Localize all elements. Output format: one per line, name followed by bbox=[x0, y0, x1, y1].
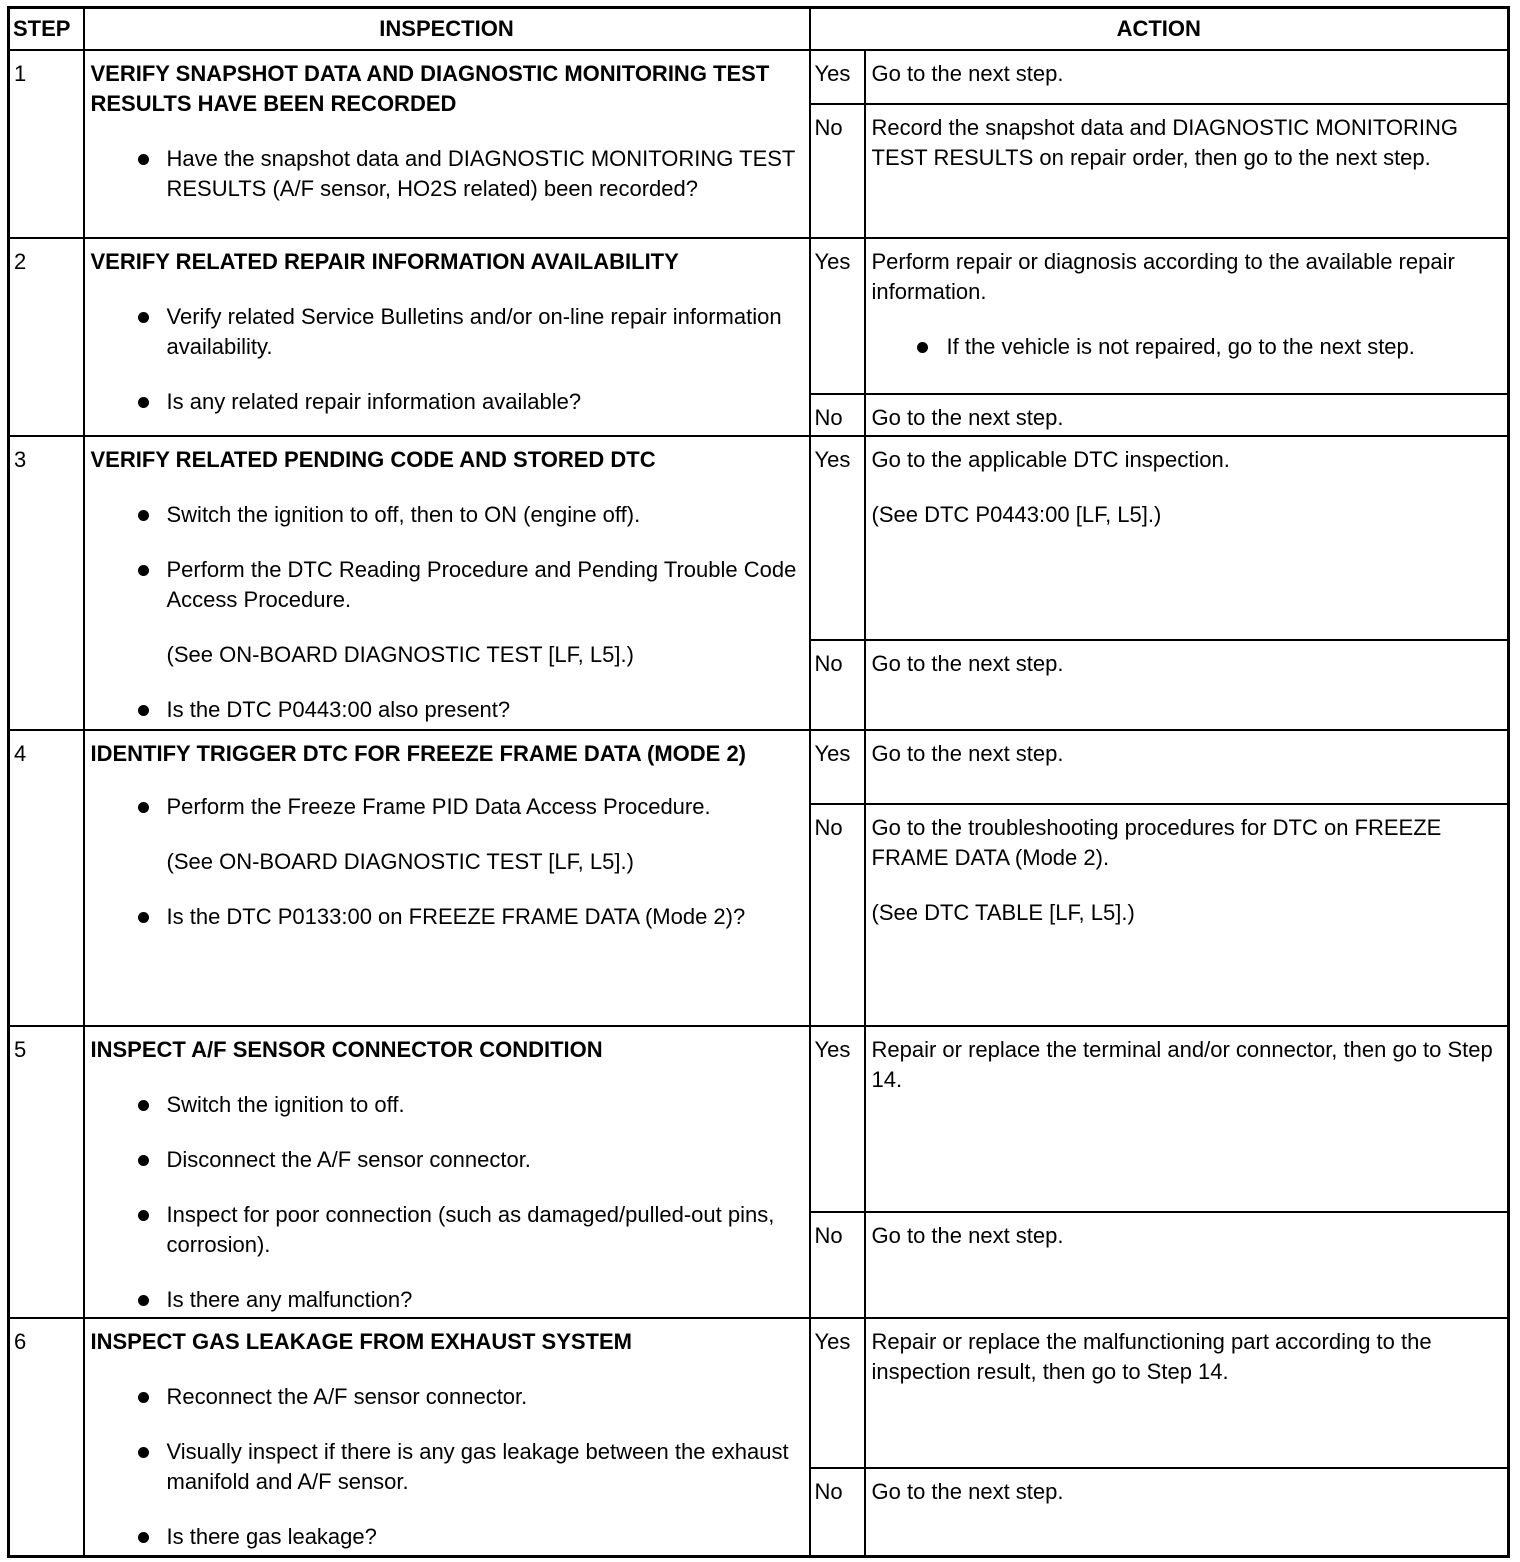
yes-label: Yes bbox=[810, 1318, 865, 1468]
no-action: Go to the next step. bbox=[865, 640, 1509, 730]
no-label: No bbox=[810, 640, 865, 730]
yes-label: Yes bbox=[810, 730, 865, 804]
step-number: 5 bbox=[9, 1026, 84, 1318]
step-title: INSPECT GAS LEAKAGE FROM EXHAUST SYSTEM bbox=[90, 1329, 632, 1354]
step-title: IDENTIFY TRIGGER DTC FOR FREEZE FRAME DATA (MODE 2) bbox=[90, 741, 747, 766]
no-label: No bbox=[810, 804, 865, 1026]
bullet-item: Perform the DTC Reading Procedure and Pending Trouble Code Access Procedure. bbox=[91, 555, 801, 615]
step-number: 3 bbox=[9, 436, 84, 730]
no-label: No bbox=[810, 1212, 865, 1318]
step-title: VERIFY SNAPSHOT DATA AND DIAGNOSTIC MONITORING TEST RESULTS HAVE BEEN RECORDED bbox=[90, 61, 770, 116]
no-action: Go to the troubleshooting procedures for DTC on FREEZE FRAME DATA (Mode 2). (See DTC TABLE [LF, L5].) bbox=[865, 804, 1509, 1026]
bullet-item: Reconnect the A/F sensor connector. bbox=[91, 1382, 801, 1412]
step-title: VERIFY RELATED PENDING CODE AND STORED DTC bbox=[90, 447, 656, 472]
reference-note: (See ON-BOARD DIAGNOSTIC TEST [LF, L5].) bbox=[166, 642, 634, 667]
bullet-item: Perform the Freeze Frame PID Data Access Procedure. bbox=[91, 792, 801, 822]
bullet-item: Inspect for poor connection (such as damaged/pulled-out pins, corrosion). bbox=[91, 1200, 801, 1260]
header-action: ACTION bbox=[810, 8, 1509, 51]
no-action: Record the snapshot data and DIAGNOSTIC MONITORING TEST RESULTS on repair order, then go to the next step. bbox=[865, 104, 1509, 238]
header-inspection: INSPECTION bbox=[84, 8, 810, 51]
step-number: 4 bbox=[9, 730, 84, 1026]
yes-action: Go to the next step. bbox=[865, 730, 1509, 804]
table-row bbox=[9, 238, 1509, 394]
header-step: STEP bbox=[9, 8, 84, 51]
yes-action: Repair or replace the malfunctioning part according to the inspection result, then go to Step 14. bbox=[865, 1318, 1509, 1468]
bullet-item: Visually inspect if there is any gas leakage between the exhaust manifold and A/F sensor. bbox=[91, 1437, 801, 1497]
yes-label: Yes bbox=[810, 436, 865, 640]
step-number: 2 bbox=[9, 238, 84, 436]
yes-action: Go to the next step. bbox=[865, 50, 1509, 104]
table-row bbox=[9, 730, 1509, 804]
bullet-item: Verify related Service Bulletins and/or on-line repair information availability. bbox=[91, 302, 801, 362]
yes-label: Yes bbox=[810, 238, 865, 394]
bullet-item: Have the snapshot data and DIAGNOSTIC MONITORING TEST RESULTS (A/F sensor, HO2S related) been recorded? bbox=[91, 144, 801, 204]
bullet-item: Switch the ignition to off, then to ON (engine off). bbox=[91, 500, 801, 530]
inspection-cell bbox=[84, 436, 810, 730]
yes-action: Repair or replace the terminal and/or connector, then go to Step 14. bbox=[865, 1026, 1509, 1212]
step-number: 1 bbox=[9, 50, 84, 238]
step-number: 6 bbox=[9, 1318, 84, 1556]
yes-action: Perform repair or diagnosis according to the available repair information. If the vehicle is not repaired, go to the next step. bbox=[865, 238, 1509, 394]
step-title: INSPECT A/F SENSOR CONNECTOR CONDITION bbox=[90, 1037, 603, 1062]
inspection-cell bbox=[84, 730, 810, 1026]
inspection-cell bbox=[84, 50, 810, 238]
bullet-item: Is there gas leakage? bbox=[91, 1522, 801, 1552]
bullet-item: Is there any malfunction? bbox=[91, 1285, 801, 1315]
bullet-item: Disconnect the A/F sensor connector. bbox=[91, 1145, 801, 1175]
bullet-item: Is any related repair information available? bbox=[91, 387, 801, 417]
inspection-cell bbox=[84, 1026, 810, 1318]
inspection-cell bbox=[84, 238, 810, 436]
reference-note: (See DTC P0443:00 [LF, L5].) bbox=[871, 502, 1162, 527]
reference-note: (See DTC TABLE [LF, L5].) bbox=[871, 900, 1135, 925]
yes-action: Go to the applicable DTC inspection. (See DTC P0443:00 [LF, L5].) bbox=[865, 436, 1509, 640]
yes-label: Yes bbox=[810, 50, 865, 104]
no-label: No bbox=[810, 394, 865, 436]
yes-label: Yes bbox=[810, 1026, 865, 1212]
bullet-item: Switch the ignition to off. bbox=[91, 1090, 801, 1120]
header-row bbox=[9, 8, 1509, 51]
table-row bbox=[9, 50, 1509, 104]
bullet-item: Is the DTC P0443:00 also present? bbox=[91, 695, 801, 725]
no-action: Go to the next step. bbox=[865, 1468, 1509, 1556]
table-row bbox=[9, 1026, 1509, 1212]
inspection-cell bbox=[84, 1318, 810, 1556]
no-label: No bbox=[810, 104, 865, 238]
step-title: VERIFY RELATED REPAIR INFORMATION AVAILABILITY bbox=[90, 249, 679, 274]
no-label: No bbox=[810, 1468, 865, 1556]
bullet-item: Is the DTC P0133:00 on FREEZE FRAME DATA (Mode 2)? bbox=[91, 902, 801, 932]
bullet-item: If the vehicle is not repaired, go to the next step. bbox=[872, 332, 1500, 362]
table-row bbox=[9, 436, 1509, 640]
diagnostic-table bbox=[7, 6, 1510, 1558]
table-row bbox=[9, 1318, 1509, 1468]
no-action: Go to the next step. bbox=[865, 394, 1509, 436]
no-action: Go to the next step. bbox=[865, 1212, 1509, 1318]
reference-note: (See ON-BOARD DIAGNOSTIC TEST [LF, L5].) bbox=[166, 849, 634, 874]
